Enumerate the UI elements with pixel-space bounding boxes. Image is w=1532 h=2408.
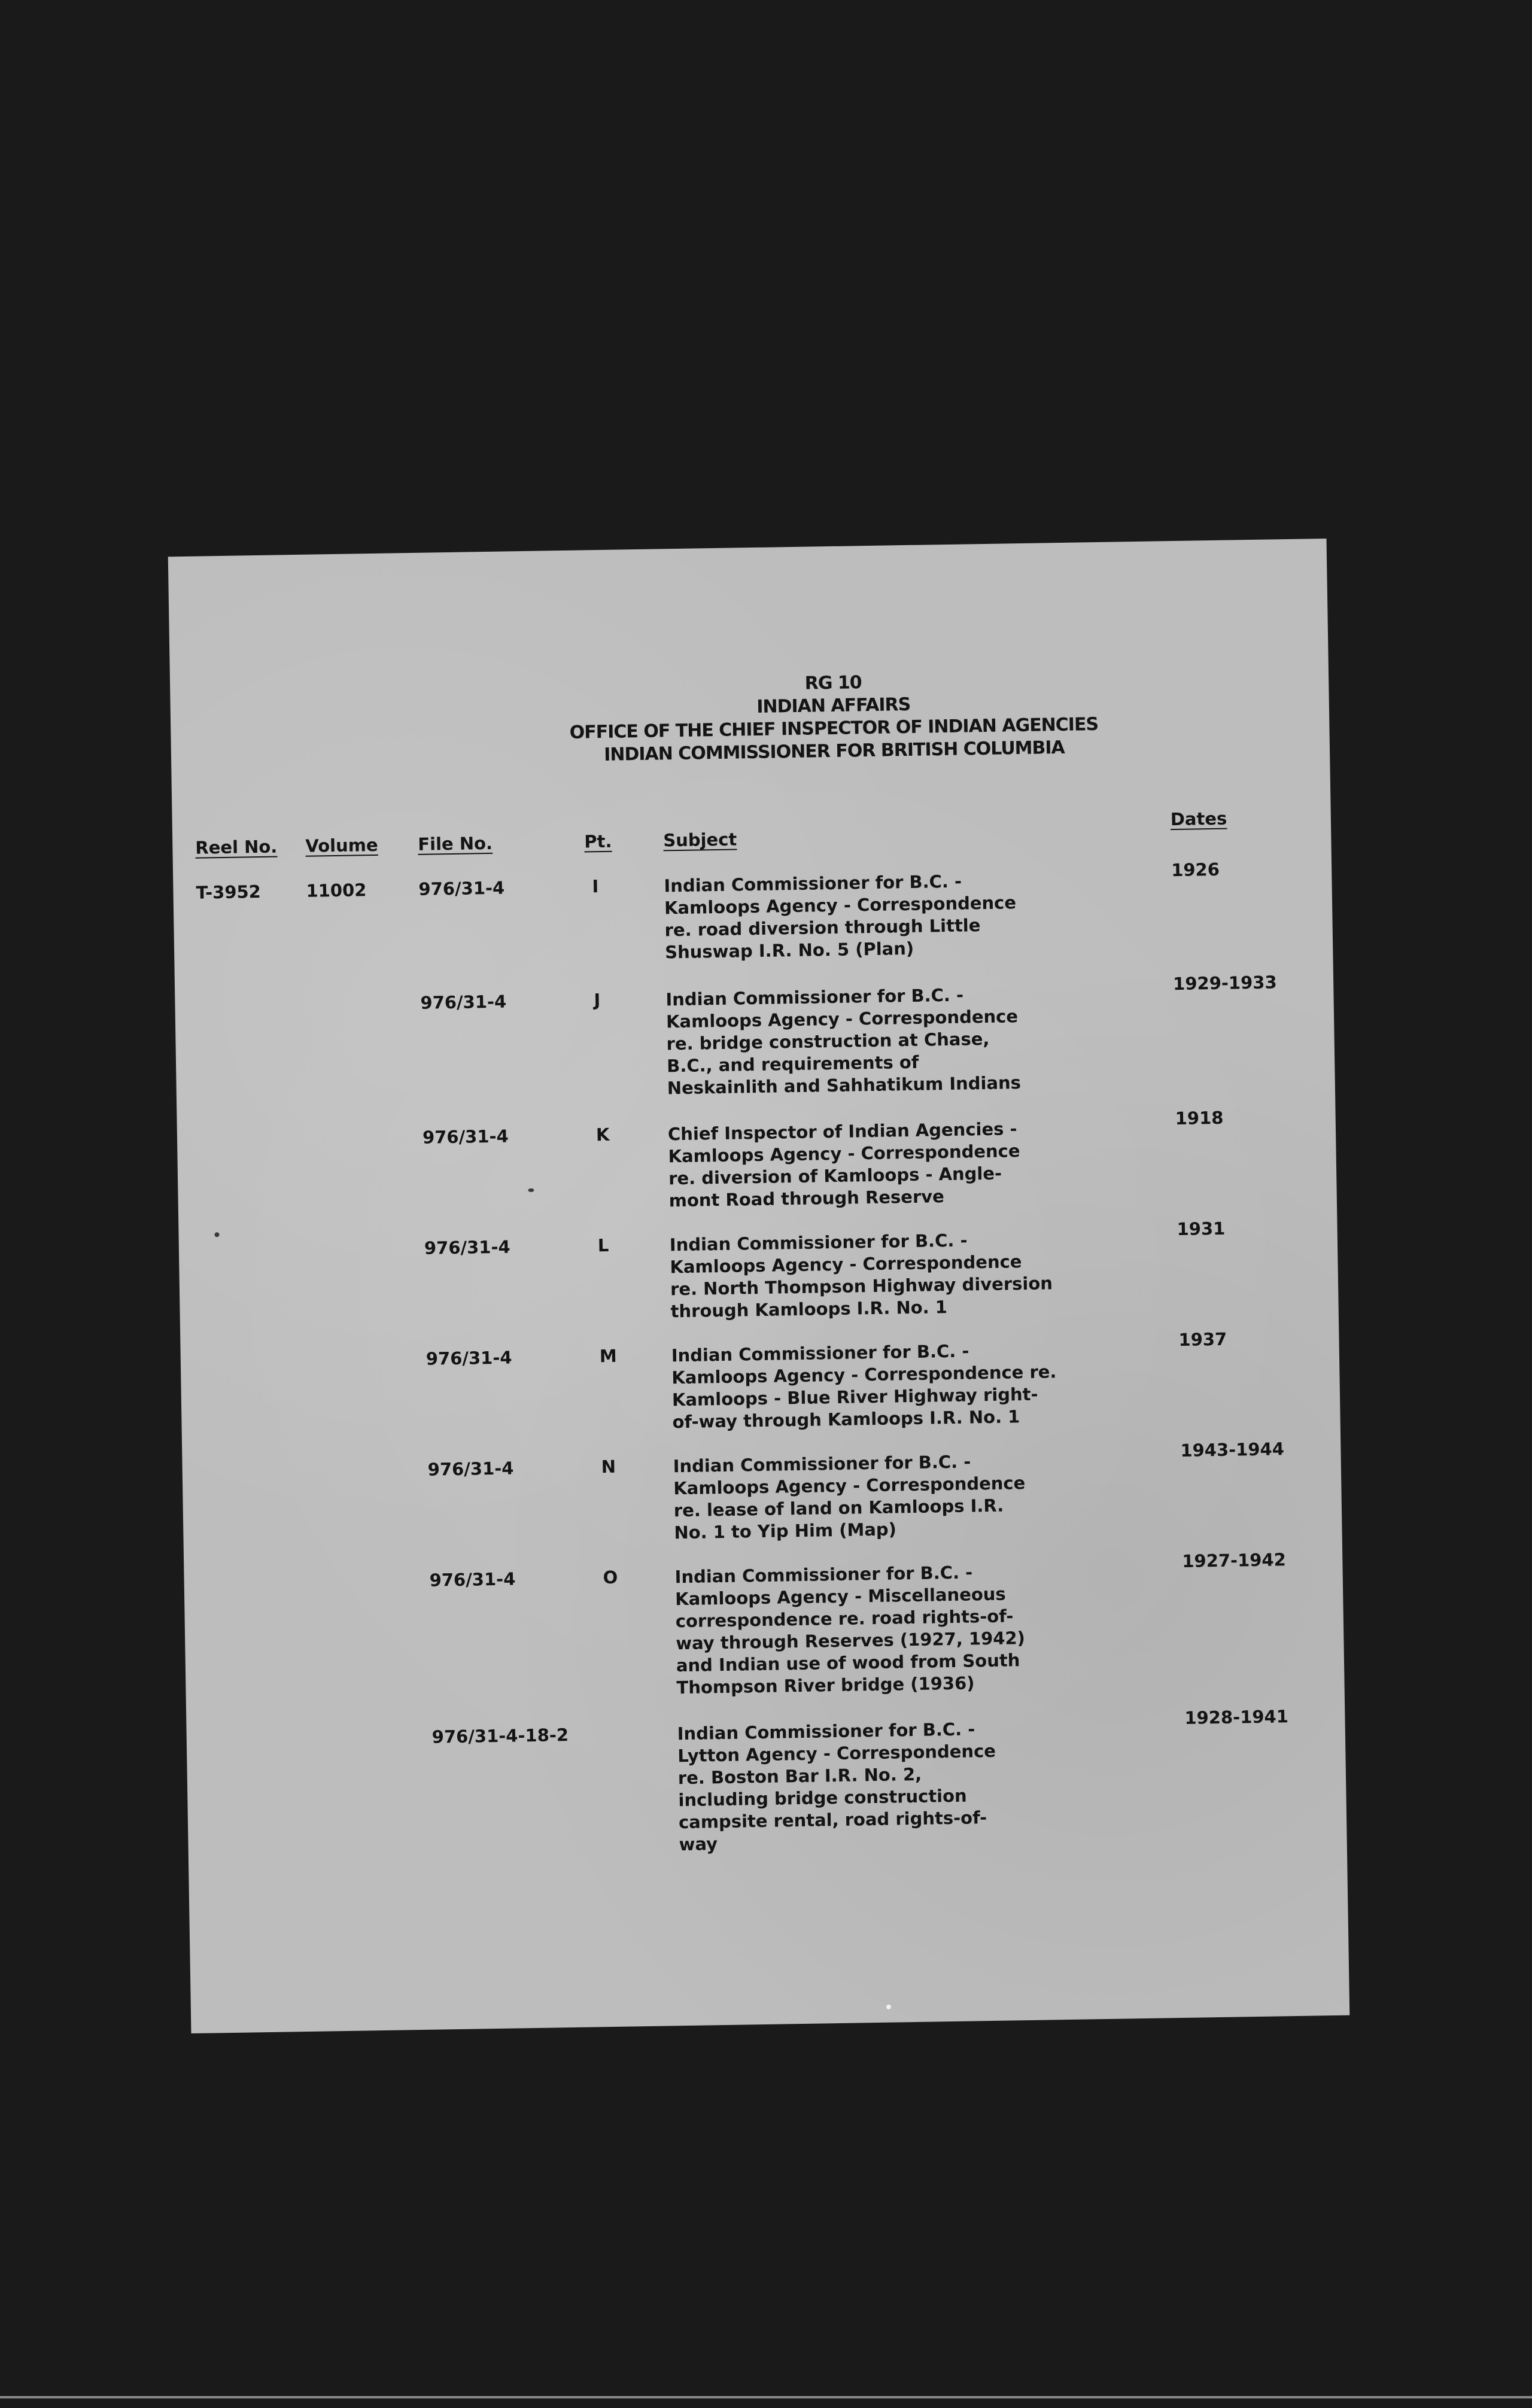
volume-number: 11002 [306,880,367,901]
column-header-part: Pt. [584,831,612,852]
subject-line: Thompson River bridge (1936) [676,1673,975,1698]
film-speck [886,2005,891,2009]
subject-line: re. diversion of Kamloops - Angle- [668,1163,1002,1189]
subject-line: through Kamloops I.R. No. 1 [670,1297,948,1322]
subject-line: re. bridge construction at Chase, [666,1028,990,1054]
subject-line: and Indian use of wood from South [676,1650,1020,1676]
date-range: 1926 [1171,859,1220,881]
subject-line: mont Road through Reserve [668,1186,945,1211]
file-number: 976/31-4 [420,991,507,1013]
column-header-volume: Volume [305,834,378,856]
subject-line: campsite rental, road rights-of- [678,1807,987,1833]
file-number: 976/31-4-18-2 [431,1725,569,1747]
document-header [170,664,1330,773]
subject-line: Kamloops Agency - Correspondence re. [671,1361,1057,1388]
subject-line: re. Boston Bar I.R. No. 2, [677,1764,922,1789]
subject-line: No. 1 to Yip Him (Map) [674,1519,897,1543]
subject-line: Kamloops - Blue River Highway right- [671,1384,1038,1410]
column-header-reel: Reel No. [195,836,278,858]
subject-line: Neskainlith and Sahhatikum Indians [667,1072,1022,1099]
subject-line: including bridge construction [678,1785,967,1811]
file-number: 976/31-4 [427,1458,514,1480]
column-header-subject: Subject [663,829,737,851]
film-edge-line [0,2396,1532,2398]
subject-text [677,1716,1098,1856]
subject-line: re. lease of land on Kamloops I.R. [673,1495,1004,1521]
part-letter: I [592,876,599,897]
subject-text [671,1338,1092,1433]
date-range: 1931 [1177,1218,1226,1240]
subject-line: way through Reserves (1927, 1942) [676,1628,1026,1654]
subject-text [665,982,1086,1099]
subject-line: Chief Inspector of Indian Agencies - [667,1118,1017,1145]
column-header-file: File No. [418,832,493,855]
subject-line: Indian Commissioner for B.C. - [673,1451,971,1477]
table-row [173,859,1333,984]
subject-line: Kamloops Agency - Correspondence [665,1006,1019,1032]
subject-line: Indian Commissioner for B.C. - [677,1719,975,1744]
header-record-group: RG 10 [804,672,862,694]
subject-text [664,868,1084,963]
part-letter: M [599,1345,617,1367]
subject-text [668,1117,1088,1212]
subject-line: correspondence re. road rights-of- [675,1606,1014,1632]
subject-text [670,1227,1090,1322]
subject-line: way [679,1834,718,1855]
subject-line: B.C., and requirements of [666,1051,919,1077]
subject-line: Shuswap I.R. No. 5 (Plan) [664,938,914,963]
part-letter: K [595,1124,610,1145]
subject-line: re. road diversion through Little [664,915,981,941]
date-range: 1918 [1175,1107,1224,1129]
subject-line: Kamloops Agency - Correspondence [670,1251,1022,1278]
table-row [187,1706,1348,1874]
subject-line: re. North Thompson Highway diversion [670,1273,1053,1300]
table-row [181,1328,1340,1454]
subject-line: Lytton Agency - Correspondence [677,1740,996,1767]
subject-line: Indian Commissioner for B.C. - [665,984,964,1010]
subject-line: Kamloops Agency - Correspondence [673,1473,1026,1499]
file-number: 976/31-4 [425,1347,512,1369]
date-range: 1928-1941 [1184,1706,1289,1728]
part-letter: N [601,1456,616,1477]
subject-line: Kamloops Agency - Correspondence [664,892,1017,919]
subject-text [674,1559,1095,1699]
file-number: 976/31-4 [418,877,505,899]
part-letter: L [597,1235,609,1256]
header-commissioner: INDIAN COMMISSIONER FOR BRITISH COLUMBIA [603,737,1065,765]
column-header-dates: Dates [1170,808,1227,830]
subject-line: Kamloops Agency - Miscellaneous [674,1583,1006,1610]
date-range: 1927-1942 [1182,1549,1287,1571]
subject-line: Indian Commissioner for B.C. - [674,1562,973,1588]
file-number: 976/31-4 [424,1236,510,1258]
file-number: 976/31-4 [422,1126,509,1148]
subject-line: Indian Commissioner for B.C. - [669,1230,968,1255]
document-page [168,539,1350,2033]
date-range: 1943-1944 [1180,1439,1285,1461]
reel-number: T-3952 [196,881,262,903]
table-row [175,972,1335,1099]
date-range: 1929-1933 [1172,972,1277,995]
part-letter: J [594,990,601,1011]
header-office: OFFICE OF THE CHIEF INSPECTOR OF INDIAN AGENCIES [569,713,1099,743]
table-row [184,1549,1345,1717]
film-speck [214,1232,219,1237]
table-row [177,1107,1337,1233]
subject-line: Kamloops Agency - Correspondence [668,1141,1020,1167]
part-letter: O [603,1567,618,1588]
date-range: 1937 [1178,1328,1227,1350]
subject-line: Indian Commissioner for B.C. - [664,871,962,896]
file-number: 976/31-4 [429,1568,516,1591]
table-row [179,1218,1339,1343]
header-department: INDIAN AFFAIRS [756,694,911,717]
table-row [183,1439,1342,1565]
subject-text [673,1449,1093,1544]
subject-line: of-way through Kamloops I.R. No. 1 [672,1406,1020,1433]
subject-line: Indian Commissioner for B.C. - [671,1340,969,1366]
